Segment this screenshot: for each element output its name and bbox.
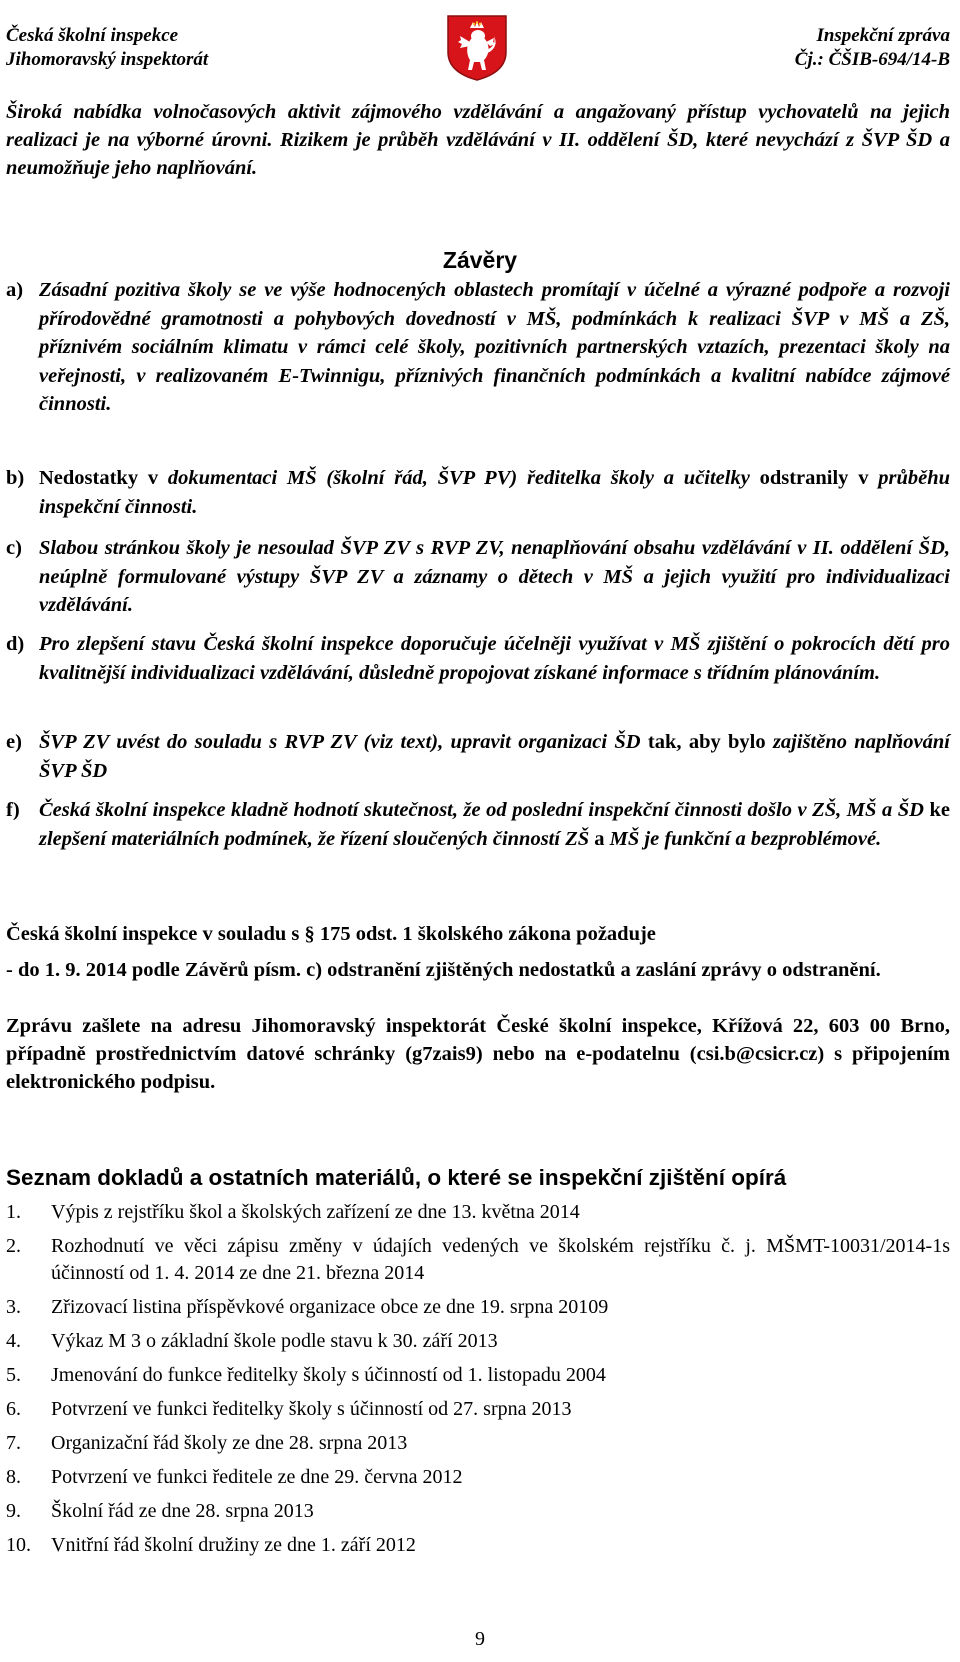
header-right <box>795 24 950 72</box>
conclusion-text: Pro zlepšení stavu Česká školní inspekce doporučuje účelněji využívat v MŠ zjištění o pokrocích dětí pro kvalitnější individualizaci vzdělávání, důsledně propojovat získané informace s třídním plánováním. <box>39 633 950 684</box>
page-number: 9 <box>475 1628 485 1650</box>
list-item: 10. Vnitřní řád školní družiny ze dne 1. září 2012 <box>6 1534 416 1556</box>
inspectorate-name: Jihomoravský inspektorát <box>6 49 209 70</box>
list-item: 3. Zřizovací listina příspěvkové organizace obce ze dne 19. srpna 20109 <box>6 1296 609 1318</box>
institution-name: Česká školní inspekce <box>6 25 179 46</box>
conclusion-marker: f) <box>6 799 20 821</box>
list-item: 5. Jmenování do funkce ředitelky školy s účinností od 1. listopadu 2004 <box>6 1364 606 1386</box>
reference-number: Čj.: ČŠIB-694/14-B <box>794 49 950 70</box>
list-item: 8. Potvrzení ve funkci ředitele ze dne 29. června 2012 <box>6 1466 463 1488</box>
conclusion-item <box>6 728 950 785</box>
czech-lion-emblem-icon <box>446 14 508 82</box>
list-item: 9. Školní řád ze dne 28. srpna 2013 <box>6 1500 314 1522</box>
section-title-conclusions: Závěry <box>442 247 518 273</box>
report-type: Inspekční zpráva <box>816 25 950 46</box>
list-item: 2. Rozhodnutí ve věci zápisu změny v údajích vedených ve školském rejstříku č. j. MŠMT-10031/2014-1s účinností od 1. 4. 2014 ze dne 21. března 2014 <box>6 1235 950 1284</box>
list-item: 1. Výpis z rejstříku škol a školských zařízení ze dne 13. května 2014 <box>6 1201 580 1223</box>
conclusion-text: Zásadní pozitiva školy se ve výše hodnocených oblastech promítají v účelné a výrazné podpoře a rozvoji přírodovědné gramotnosti a pohybových dovedností v MŠ, podmínkách k realizaci ŠVP v MŠ a ZŠ, příznivém sociálním klimatu v rámci celé školy, pozitivních partnerských vztazích, prezentaci školy na veřejnosti, v realizovaném E-Twinnigu, příznivých finančních podmínkách a kvalitní nabídce zájmové činnosti. <box>39 279 950 415</box>
documents-list-title: Seznam dokladů a ostatních materiálů, o které se inspekční zjištění opírá <box>6 1165 787 1190</box>
intro-paragraph: Široká nabídka volnočasových aktivit zájmového vzdělávání a angažovaný přístup vychovatelů na jejich realizaci je na výborné úrovni. Rizikem je průběh vzdělávání v II. oddělení ŠD, které nevychází z ŠVP ŠD a neumožňuje jeho naplňování. <box>6 101 950 179</box>
conclusion-marker: c) <box>6 537 22 559</box>
conclusion-marker: d) <box>6 633 25 655</box>
requirement-statement: Česká školní inspekce v souladu s § 175 odst. 1 školského zákona požaduje <box>6 923 656 945</box>
requirement-item: - do 1. 9. 2014 podle Závěrů písm. c) odstranění zjištěných nedostatků a zaslání zprávy o odstranění. <box>6 959 881 981</box>
list-item: 4. Výkaz M 3 o základní škole podle stavu k 30. září 2013 <box>6 1330 498 1352</box>
documents-list <box>6 1199 950 1566</box>
page-header <box>0 14 960 84</box>
conclusion-text: Nedostatky v dokumentaci MŠ (školní řád, ŠVP PV) ředitelka školy a učitelky odstranily v průběhu inspekční činnosti. <box>39 467 950 518</box>
list-item: 7. Organizační řád školy ze dne 28. srpna 2013 <box>6 1432 408 1454</box>
conclusion-item <box>6 630 950 687</box>
conclusion-item <box>6 796 950 853</box>
conclusion-item <box>6 276 950 419</box>
conclusion-item <box>6 534 950 620</box>
conclusion-marker: a) <box>6 279 24 301</box>
list-item: 6. Potvrzení ve funkci ředitelky školy s účinností od 27. srpna 2013 <box>6 1398 572 1420</box>
conclusion-text: ŠVP ZV uvést do souladu s RVP ZV (viz text), upravit organizaci ŠD tak, aby bylo zajištěno naplňování ŠVP ŠD <box>39 731 950 782</box>
conclusion-marker: b) <box>6 467 25 489</box>
conclusion-text: Česká školní inspekce kladně hodnotí skutečnost, že od poslední inspekční činnosti došlo v ZŠ, MŠ a ŠD ke zlepšení materiálních podmínek, že řízení sloučených činností ZŠ a MŠ je funkční a bezproblémové. <box>39 799 950 850</box>
conclusion-text: Slabou stránkou školy je nesoulad ŠVP ZV s RVP ZV, nenaplňování obsahu vzdělávání v II. oddělení ŠD, neúplně formulované výstupy ŠVP ZV a záznamy o dětech v MŠ a jejich využití pro individualizaci vzdělávání. <box>39 537 950 616</box>
address-paragraph: Zprávu zašlete na adresu Jihomoravský inspektorát České školní inspekce, Křížová 22, 603 00 Brno, případně prostřednictvím datové schránky (g7zais9) nebo na e-podatelnu (csi.b@csicr.cz) s připojením elektronického podpisu. <box>6 1015 950 1093</box>
header-left <box>6 24 208 72</box>
conclusion-item <box>6 464 950 521</box>
conclusion-marker: e) <box>6 731 22 753</box>
